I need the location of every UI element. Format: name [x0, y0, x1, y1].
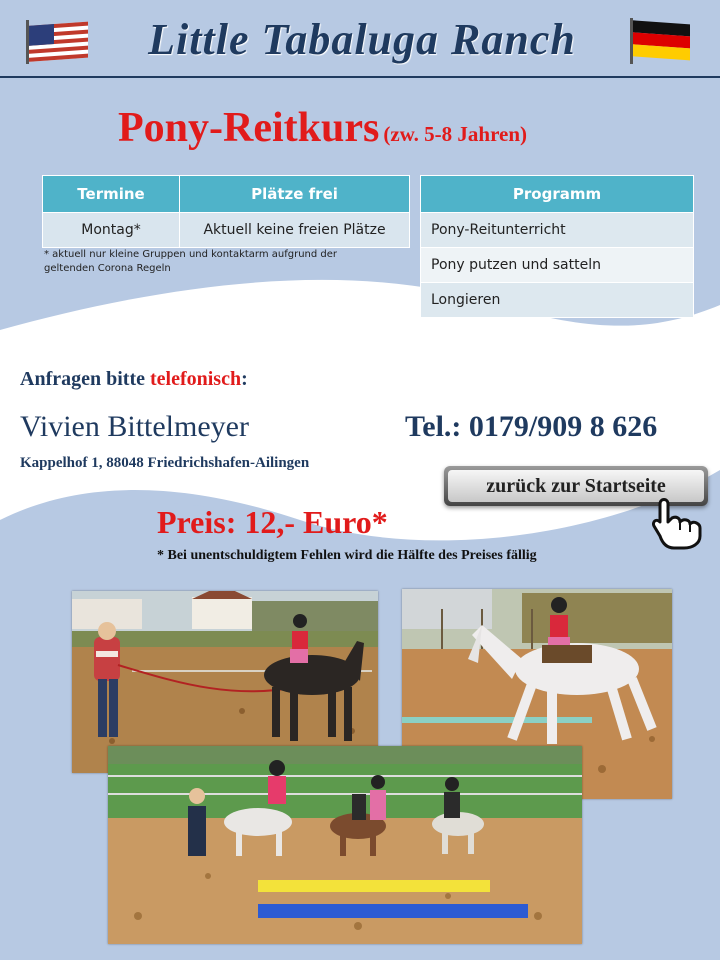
course-age-range: (zw. 5-8 Jahren) [383, 122, 528, 146]
table-row [421, 248, 694, 283]
header [0, 0, 720, 80]
table-row [421, 213, 694, 248]
address: Kappelhof 1, 88048 Friedrichshafen-Ailingen [20, 455, 310, 471]
table-row [421, 283, 694, 318]
phone-number[interactable]: Tel.: 0179/909 8 626 [405, 410, 658, 443]
program-item: Longieren [421, 283, 694, 318]
table-row [43, 213, 410, 248]
program-header: Programm [421, 176, 694, 213]
pointing-hand-icon [652, 496, 708, 550]
program-item: Pony-Reitunterricht [421, 213, 694, 248]
schedule-header-termine: Termine [43, 176, 180, 213]
contact-name: Vivien Bittelmeyer [20, 410, 249, 443]
price-note: * Bei unentschuldigtem Fehlen wird die Hälfte des Preises fällig [157, 548, 537, 563]
header-divider [0, 76, 720, 78]
course-title [118, 104, 527, 152]
back-button-label: zurück zur Startseite [448, 470, 704, 502]
schedule-availability: Aktuell keine freien Plätze [180, 213, 410, 248]
inquiry-suffix: : [241, 368, 248, 390]
inquiry-text [20, 368, 248, 391]
course-name: Pony-Reitkurs [118, 105, 380, 151]
german-flag-icon [628, 18, 692, 64]
schedule-day: Montag* [43, 213, 180, 248]
schedule-header-row [43, 176, 410, 213]
program-item: Pony putzen und satteln [421, 248, 694, 283]
program-table [420, 175, 694, 318]
pony-group-photo [108, 746, 582, 944]
program-header-row [421, 176, 694, 213]
us-flag-icon [26, 18, 90, 64]
schedule-table [42, 175, 410, 248]
schedule-note: * aktuell nur kleine Gruppen und kontaktarm aufgrund der geltenden Corona Regeln [44, 249, 338, 274]
site-title: Little Tabaluga Ranch [148, 15, 576, 64]
price: Preis: 12,- Euro* [157, 504, 388, 540]
inquiry-highlight: telefonisch [149, 368, 242, 390]
inquiry-prefix: Anfragen bitte [20, 368, 150, 390]
schedule-header-plaetze: Plätze frei [180, 176, 410, 213]
